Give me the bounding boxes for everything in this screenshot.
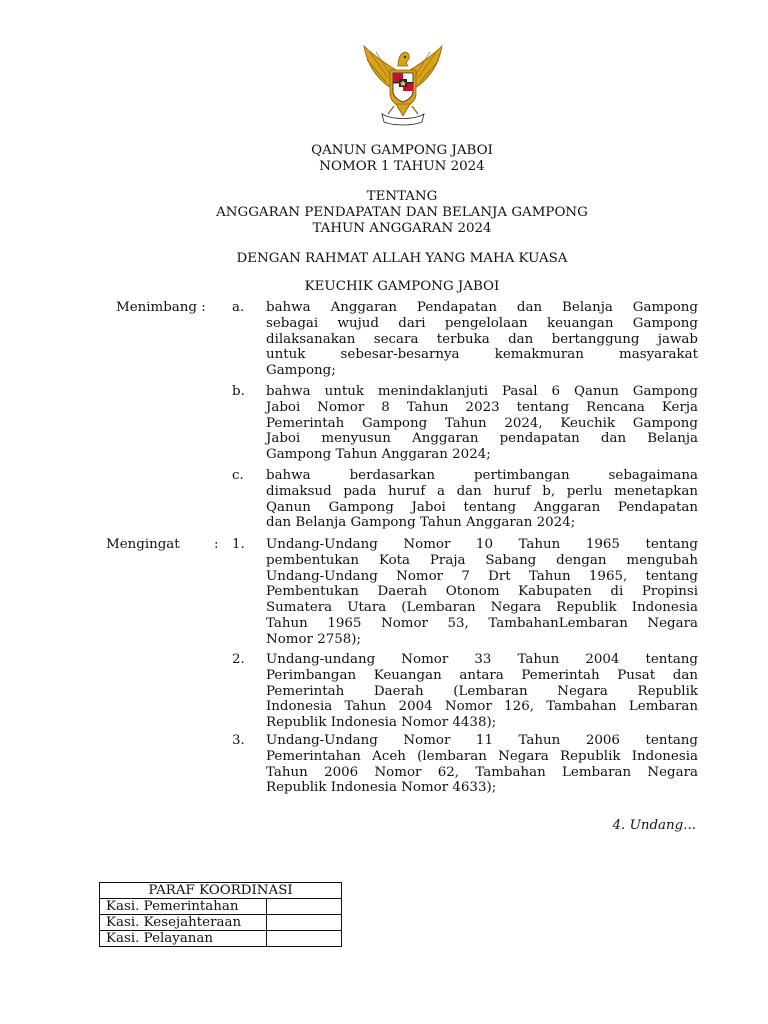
mengingat-marker-2: 2. — [232, 652, 245, 667]
table-row — [100, 931, 342, 947]
menimbang-label: Menimbang : — [116, 300, 206, 315]
text-line: Jaboi menyusun Anggaran pendapatan dan Belanja — [266, 431, 698, 447]
mengingat-item-2 — [266, 652, 698, 731]
garuda-emblem-icon — [358, 44, 448, 126]
text-line: Republik Indonesia Nomor 4633); — [266, 780, 497, 796]
invocation: DENGAN RAHMAT ALLAH YANG MAHA KUASA — [236, 251, 568, 266]
paraf-signature-cell — [267, 931, 342, 947]
paraf-koordinasi-table — [99, 882, 342, 947]
subject-line-1: ANGGARAN PENDAPATAN DAN BELANJA GAMPONG — [216, 205, 588, 220]
text-line: bahwa berdasarkan pertimbangan sebagaimana — [266, 468, 698, 483]
text-line: Republik Indonesia Nomor 4438); — [266, 715, 497, 731]
authority-heading: KEUCHIK GAMPONG JABOI — [304, 279, 500, 294]
qanun-title: QANUN GAMPONG JABOI — [311, 143, 493, 158]
text-line: pembentukan Kota Praja Sabang dengan mengubah — [266, 552, 698, 568]
text-line: Tahun 2006 Nomor 62, Tambahan Lembaran Negara — [266, 764, 698, 780]
menimbang-item-c — [266, 468, 698, 531]
text-line: Gampong; — [266, 363, 336, 379]
paraf-signature-cell — [267, 899, 342, 915]
text-line: Jaboi Nomor 8 Tahun 2023 tentang Rencana Kerja — [266, 399, 698, 415]
paraf-table-title: PARAF KOORDINASI — [100, 883, 342, 899]
text-line: Pemerintahan Aceh (lembaran Negara Republik Indonesia — [266, 748, 698, 764]
page-continuation: 4. Undang... — [612, 818, 696, 833]
text-line: Tahun 1965 Nomor 53, TambahanLembaran Negara — [266, 615, 698, 631]
table-row — [100, 915, 342, 931]
text-line: Undang-undang Nomor 33 Tahun 2004 tentang — [266, 652, 698, 667]
text-line: Undang-Undang Nomor 7 Drt Tahun 1965, tentang — [266, 568, 698, 584]
paraf-row-label: Kasi. Pelayanan — [100, 931, 267, 947]
subject-line-2: TAHUN ANGGARAN 2024 — [312, 221, 492, 236]
text-line: bahwa Anggaran Pendapatan dan Belanja Gampong — [266, 300, 698, 315]
text-line: dilaksanakan secara terbuka dan bertanggung jawab — [266, 331, 698, 347]
mengingat-colon: : — [214, 537, 219, 552]
text-line: sebagai wujud dari pengelolaan keuangan Gampong — [266, 315, 698, 331]
text-line: dimaksud pada huruf a dan huruf b, perlu menetapkan — [266, 483, 698, 499]
text-line: Indonesia Tahun 2004 Nomor 126, Tambahan Lembaran — [266, 699, 698, 715]
paraf-row-label: Kasi. Pemerintahan — [100, 899, 267, 915]
paraf-row-label: Kasi. Kesejahteraan — [100, 915, 267, 931]
text-line: Undang-Undang Nomor 10 Tahun 1965 tentang — [266, 537, 698, 552]
table-row — [100, 883, 342, 899]
mengingat-label: Mengingat — [106, 537, 180, 552]
menimbang-item-a — [266, 300, 698, 379]
text-line: Gampong Tahun Anggaran 2024; — [266, 447, 491, 463]
text-line: Undang-Undang Nomor 11 Tahun 2006 tentang — [266, 733, 698, 748]
text-line: Pembentukan Daerah Otonom Kabupaten di Propinsi — [266, 584, 698, 600]
table-row — [100, 899, 342, 915]
text-line: bahwa untuk menindaklanjuti Pasal 6 Qanun Gampong — [266, 384, 698, 399]
text-line: Sumatera Utara (Lembaran Negara Republik Indonesia — [266, 600, 698, 616]
menimbang-marker-b: b. — [232, 384, 245, 399]
mengingat-marker-3: 3. — [232, 733, 245, 748]
tentang-heading: TENTANG — [366, 189, 438, 204]
text-line: Nomor 2758); — [266, 631, 362, 647]
menimbang-marker-a: a. — [232, 300, 245, 315]
menimbang-marker-c: c. — [232, 468, 244, 483]
text-line: Qanun Gampong Jaboi tentang Anggaran Pendapatan — [266, 499, 698, 515]
text-line: untuk sebesar-besarnya kemakmuran masyarakat — [266, 347, 698, 363]
text-line: Pemerintah Daerah (Lembaran Negara Republik — [266, 683, 698, 699]
qanun-number: NOMOR 1 TAHUN 2024 — [319, 159, 485, 174]
mengingat-item-1 — [266, 537, 698, 648]
text-line: Perimbangan Keuangan antara Pemerintah Pusat dan — [266, 667, 698, 683]
paraf-signature-cell — [267, 915, 342, 931]
text-line: Pemerintah Gampong Tahun 2024, Keuchik Gampong — [266, 415, 698, 431]
text-line: dan Belanja Gampong Tahun Anggaran 2024; — [266, 515, 576, 531]
mengingat-marker-1: 1. — [232, 537, 245, 552]
menimbang-item-b — [266, 384, 698, 463]
mengingat-item-3 — [266, 733, 698, 796]
